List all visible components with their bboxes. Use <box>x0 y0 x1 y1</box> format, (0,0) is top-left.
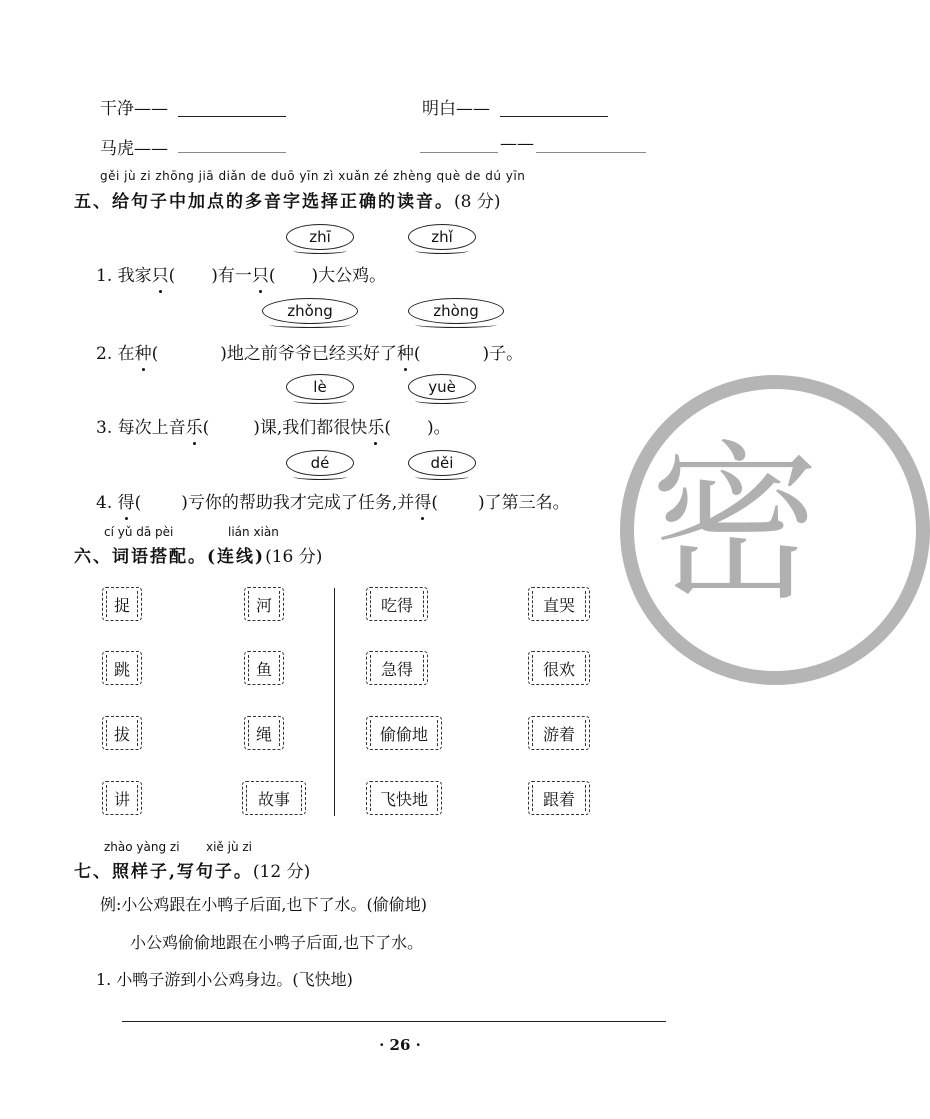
q5-4-dot-char-a: 得 <box>117 493 135 513</box>
match-card-col3-2[interactable]: 急得 <box>366 651 428 685</box>
q7-title <box>74 857 310 882</box>
q5-3-option-b[interactable]: yuè <box>408 374 476 400</box>
answer-line-4a[interactable] <box>420 152 498 153</box>
q7-pinyin-2: xiě jù zi <box>206 840 253 854</box>
q5-title <box>74 187 500 212</box>
match-card-col3-1[interactable]: 吃得 <box>366 587 428 621</box>
q5-2-dot-char-b: 种 <box>396 344 414 364</box>
q5-1-pre: 1. 我家 <box>96 266 152 286</box>
word-prompt-ganjing: 干净—— <box>100 99 168 119</box>
q5-1-paren-a-open: ( <box>168 266 176 286</box>
match-card-col1-4[interactable]: 讲 <box>102 781 142 815</box>
q7-pinyin-1: zhào yàng zi <box>104 840 180 854</box>
q5-3-sentence <box>96 413 451 438</box>
q5-pinyin: gěi jù zi zhōng jiā diǎn de duō yīn zì xuǎn zé zhèng què de dú yīn <box>100 169 526 183</box>
match-card-col4-1[interactable]: 直哭 <box>528 587 590 621</box>
page-number: · 26 · <box>379 1036 421 1054</box>
q5-3-post: )。 <box>426 418 451 438</box>
word-prompt-mahu: 马虎—— <box>100 139 168 159</box>
match-card-col2-2[interactable]: 鱼 <box>244 651 284 685</box>
match-card-col2-4[interactable]: 故事 <box>242 781 306 815</box>
q6-title-text: 六、词语搭配。(连线) <box>74 547 266 567</box>
q5-2-mid: )地之前爷爷已经买好了 <box>220 344 397 364</box>
q5-title-text: 五、给句子中加点的多音字选择正确的读音。 <box>74 192 454 212</box>
q5-1-paren-b-open: ( <box>268 266 276 286</box>
answer-line-3[interactable] <box>178 152 286 153</box>
q5-1-option-b[interactable]: zhǐ <box>408 224 476 250</box>
q5-3-pre: 3. 每次上音 <box>96 418 186 438</box>
q5-1-dot-char-b: 只 <box>251 266 269 286</box>
q5-1-post: )大公鸡。 <box>311 266 387 286</box>
q5-2-paren-b-open: ( <box>413 344 421 364</box>
match-card-col4-3[interactable]: 游着 <box>528 716 590 750</box>
q5-2-pre: 2. 在 <box>96 344 135 364</box>
match-divider <box>334 588 335 816</box>
match-card-col2-3[interactable]: 绳 <box>244 716 284 750</box>
match-card-col1-2[interactable]: 跳 <box>102 651 142 685</box>
q5-3-mid: )课,我们都很快 <box>253 418 368 438</box>
match-card-col1-1[interactable]: 捉 <box>102 587 142 621</box>
q5-2-dot-char-a: 种 <box>134 344 152 364</box>
q5-points: (8 分) <box>454 192 501 212</box>
q6-title <box>74 542 322 567</box>
q5-3-paren-a-open: ( <box>202 418 210 438</box>
q5-3-option-a[interactable]: lè <box>286 374 354 400</box>
answer-line-1[interactable] <box>178 116 286 117</box>
q5-1-option-a[interactable]: zhī <box>286 224 354 250</box>
q5-4-sentence <box>96 488 570 513</box>
q7-example: 例:小公鸡跟在小鸭子后面,也下了水。(偷偷地) <box>100 895 427 914</box>
dash-4: —— <box>500 134 534 154</box>
q5-1-dot-char-a: 只 <box>151 266 169 286</box>
q7-example-answer: 小公鸡偷偷地跟在小鸭子后面,也下了水。 <box>130 933 424 952</box>
match-card-col4-2[interactable]: 很欢 <box>528 651 590 685</box>
q5-4-pre: 4. <box>96 493 118 513</box>
q5-4-paren-b-open: ( <box>431 493 438 513</box>
q6-pinyin-2: lián xiàn <box>228 525 279 539</box>
match-card-col1-3[interactable]: 拔 <box>102 716 142 750</box>
q5-2-option-b[interactable]: zhòng <box>408 298 504 324</box>
q5-4-option-b[interactable]: děi <box>408 450 476 476</box>
q6-pinyin-1: cí yǔ dā pèi <box>104 525 174 539</box>
match-card-col2-1[interactable]: 河 <box>244 587 284 621</box>
q7-points: (12 分) <box>252 862 311 882</box>
match-card-col4-4[interactable]: 跟着 <box>528 781 590 815</box>
q6-points: (16 分) <box>265 547 323 567</box>
q5-4-option-a[interactable]: dé <box>286 450 354 476</box>
match-card-col3-3[interactable]: 偷偷地 <box>366 716 442 750</box>
q5-3-dot-char-a: 乐 <box>185 418 203 438</box>
q5-2-option-a[interactable]: zhǒng <box>262 298 358 324</box>
answer-line-2[interactable] <box>500 116 608 117</box>
match-card-col3-4[interactable]: 飞快地 <box>366 781 442 815</box>
q5-2-post: )子。 <box>482 344 524 364</box>
answer-line-4b[interactable] <box>536 152 646 153</box>
confidential-stamp-char: 密 <box>650 426 821 624</box>
q5-2-sentence <box>96 339 523 364</box>
footer-rule <box>122 1021 666 1022</box>
q5-1-mid: )有一 <box>211 266 252 286</box>
q5-4-mid: )亏你的帮助我才完成了任务,并 <box>181 493 415 513</box>
word-prompt-mingbai: 明白—— <box>422 99 490 119</box>
q7-item-1: 1. 小鸭子游到小公鸡身边。(飞快地) <box>96 970 353 989</box>
q5-4-dot-char-b: 得 <box>414 493 432 513</box>
q5-4-post: )了第三名。 <box>477 493 570 513</box>
q5-4-paren-a-open: ( <box>134 493 142 513</box>
q5-3-dot-char-b: 乐 <box>367 418 385 438</box>
q5-1-sentence <box>96 261 386 286</box>
q5-3-paren-b-open: ( <box>384 418 391 438</box>
q5-2-paren-a-open: ( <box>151 344 159 364</box>
q7-title-text: 七、照样子,写句子。 <box>74 862 253 882</box>
